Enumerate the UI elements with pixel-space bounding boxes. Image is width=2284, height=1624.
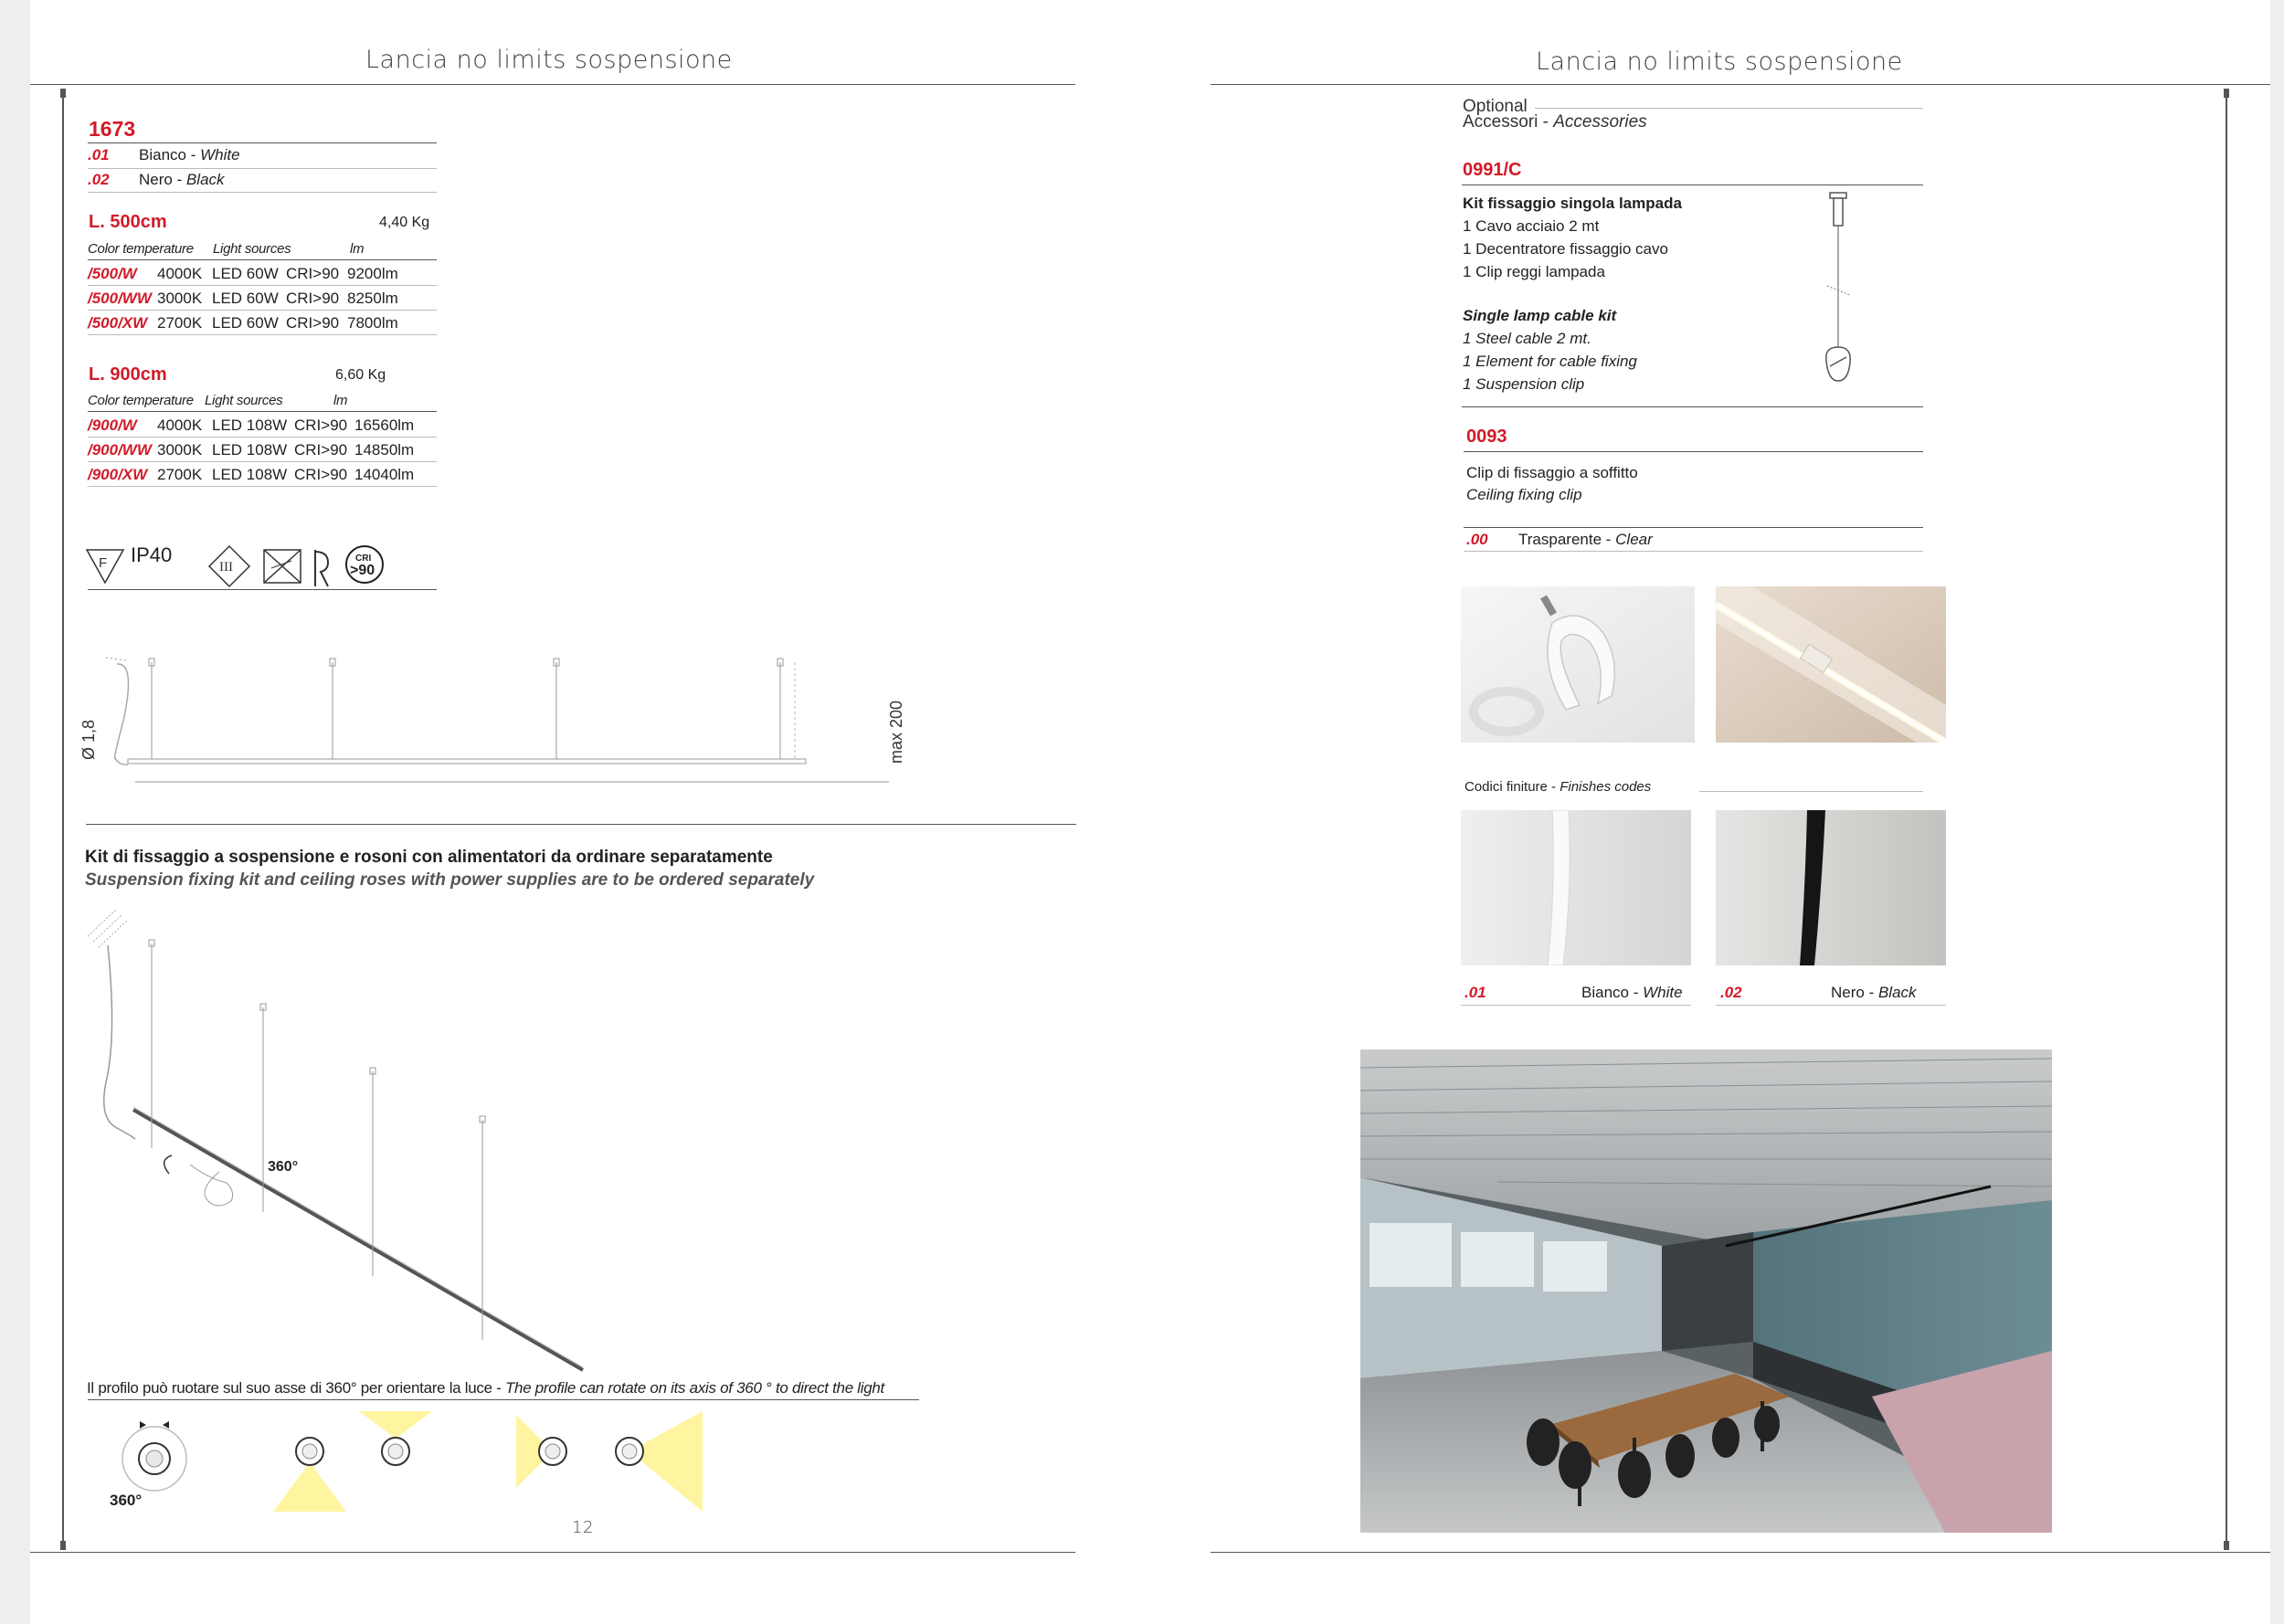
technical-drawing (80, 644, 903, 808)
wall-mount-icon (315, 550, 328, 586)
white-finish-photo (1461, 810, 1691, 965)
finish-row: .01 Bianco - White (88, 146, 240, 163)
left-page (30, 0, 1183, 1624)
binder-cable-left (58, 84, 76, 1564)
finishes-codes-label: Codici finiture - Finishes codes (1465, 779, 1652, 795)
length-900-label: L. 900cm (89, 364, 167, 385)
table-row: /500/W 4000K LED 60W CRI>90 9200lm (88, 265, 398, 282)
certification-icons (85, 541, 450, 590)
weight-500: 4,40 Kg (379, 215, 430, 230)
interior-photo (1360, 1049, 2052, 1533)
light-direction-down-icon (273, 1438, 346, 1512)
finish-row: .02 Nero - Black (88, 171, 225, 188)
clip-code: 0093 (1466, 427, 1507, 447)
right-page: Lancia no limits sospensione Optional Accessori - Accessories 0991/C Kit fissaggio singola lampada 1 Cavo acciaio 2 mt 1 Decentratore fissaggio cavo 1 Clip reggi lampada Single lamp cable kit 1 Steel cable 2 mt. 1 Element for cable fixing 1 Suspension clip 0093 Clip di fissaggio a soffitto Ceiling fixing clip .00 Trasparente - Clear Codici finiture - Finishes codes .01 Bianco - White .02 Nero - Black (1183, 0, 2270, 1624)
svg-text:>90: >90 (350, 563, 375, 578)
table-row: /900/WW 3000K LED 108W CRI>90 14850lm (88, 441, 415, 459)
svg-text:III: III (219, 560, 233, 575)
left-page-title: Lancia no limits sospensione (365, 46, 733, 74)
light-direction-up-icon (359, 1411, 432, 1465)
optional-label: Optional (1463, 97, 1528, 116)
title-rule (30, 84, 1075, 85)
rotation-label: 360° (110, 1492, 143, 1509)
table-row: /900/W 4000K LED 108W CRI>90 16560lm (88, 417, 415, 434)
table-900-headers: Color temperature Light sources lm (88, 393, 348, 408)
kit-description-en: Single lamp cable kit 1 Steel cable 2 mt. 1 Element for cable fixing 1 Suspension clip (1463, 307, 1637, 393)
black-finish-photo (1716, 810, 1946, 965)
table-500-headers: Color temperature Light sources lm (88, 241, 365, 257)
ip-rating: IP40 (131, 543, 173, 566)
weight-900: 6,60 Kg (335, 367, 386, 383)
table-row: /500/WW 3000K LED 60W CRI>90 8250lm (88, 290, 398, 307)
kit-note-it: Kit di fissaggio a sospensione e rosoni con alimentatori da ordinare separatamente (85, 848, 773, 867)
svg-text:F: F (99, 555, 108, 571)
table-row: /900/XW 2700K LED 108W CRI>90 14040lm (88, 466, 415, 483)
clip-finish: .00 Trasparente - Clear (1466, 531, 1653, 548)
accessories-label: Accessori - Accessories (1463, 112, 1647, 132)
clip-description-it: Clip di fissaggio a soffitto (1466, 464, 1638, 481)
length-500-label: L. 500cm (89, 212, 167, 232)
clip-description-en: Ceiling fixing clip (1466, 486, 1582, 503)
diameter-label: Ø 1,8 (79, 719, 98, 760)
light-direction-right-icon (616, 1411, 703, 1512)
page-number: 12 (572, 1518, 594, 1537)
ceiling-mounted-photo (1716, 586, 1946, 743)
perspective-drawing (80, 900, 629, 1375)
rotation-note: Il profilo può ruotare sul suo asse di 360° per orientare la luce - The profile can rotate on its axis of 360 ° to direct the light (87, 1379, 884, 1397)
light-direction-left-icon (516, 1415, 566, 1488)
binder-cable-right (2217, 84, 2236, 1564)
f-mark-icon (87, 550, 123, 583)
max-height-label: max 200 (887, 700, 905, 764)
rotation-label-drawing: 360° (268, 1159, 299, 1175)
rotation-arrows-icon (122, 1421, 186, 1491)
product-code: 1673 (89, 117, 136, 141)
svg-text:CRI: CRI (355, 554, 372, 564)
right-page-title: Lancia no limits sospensione (1536, 47, 1903, 76)
table-row: /500/XW 2700K LED 60W CRI>90 7800lm (88, 314, 398, 332)
class-iii-icon (209, 546, 249, 586)
kit-code: 0991/C (1463, 160, 1522, 180)
kit-description-it: Kit fissaggio singola lampada 1 Cavo acciaio 2 mt 1 Decentratore fissaggio cavo 1 Clip reggi lampada (1463, 195, 1682, 280)
cable-kit-drawing (1804, 187, 1877, 397)
no-insulation-cover-icon (264, 550, 301, 583)
rotation-diagram (85, 1411, 743, 1521)
clip-photo (1461, 586, 1695, 743)
cri-badge-icon (346, 546, 383, 583)
kit-note-en: Suspension fixing kit and ceiling roses with power supplies are to be ordered separately (85, 870, 815, 890)
